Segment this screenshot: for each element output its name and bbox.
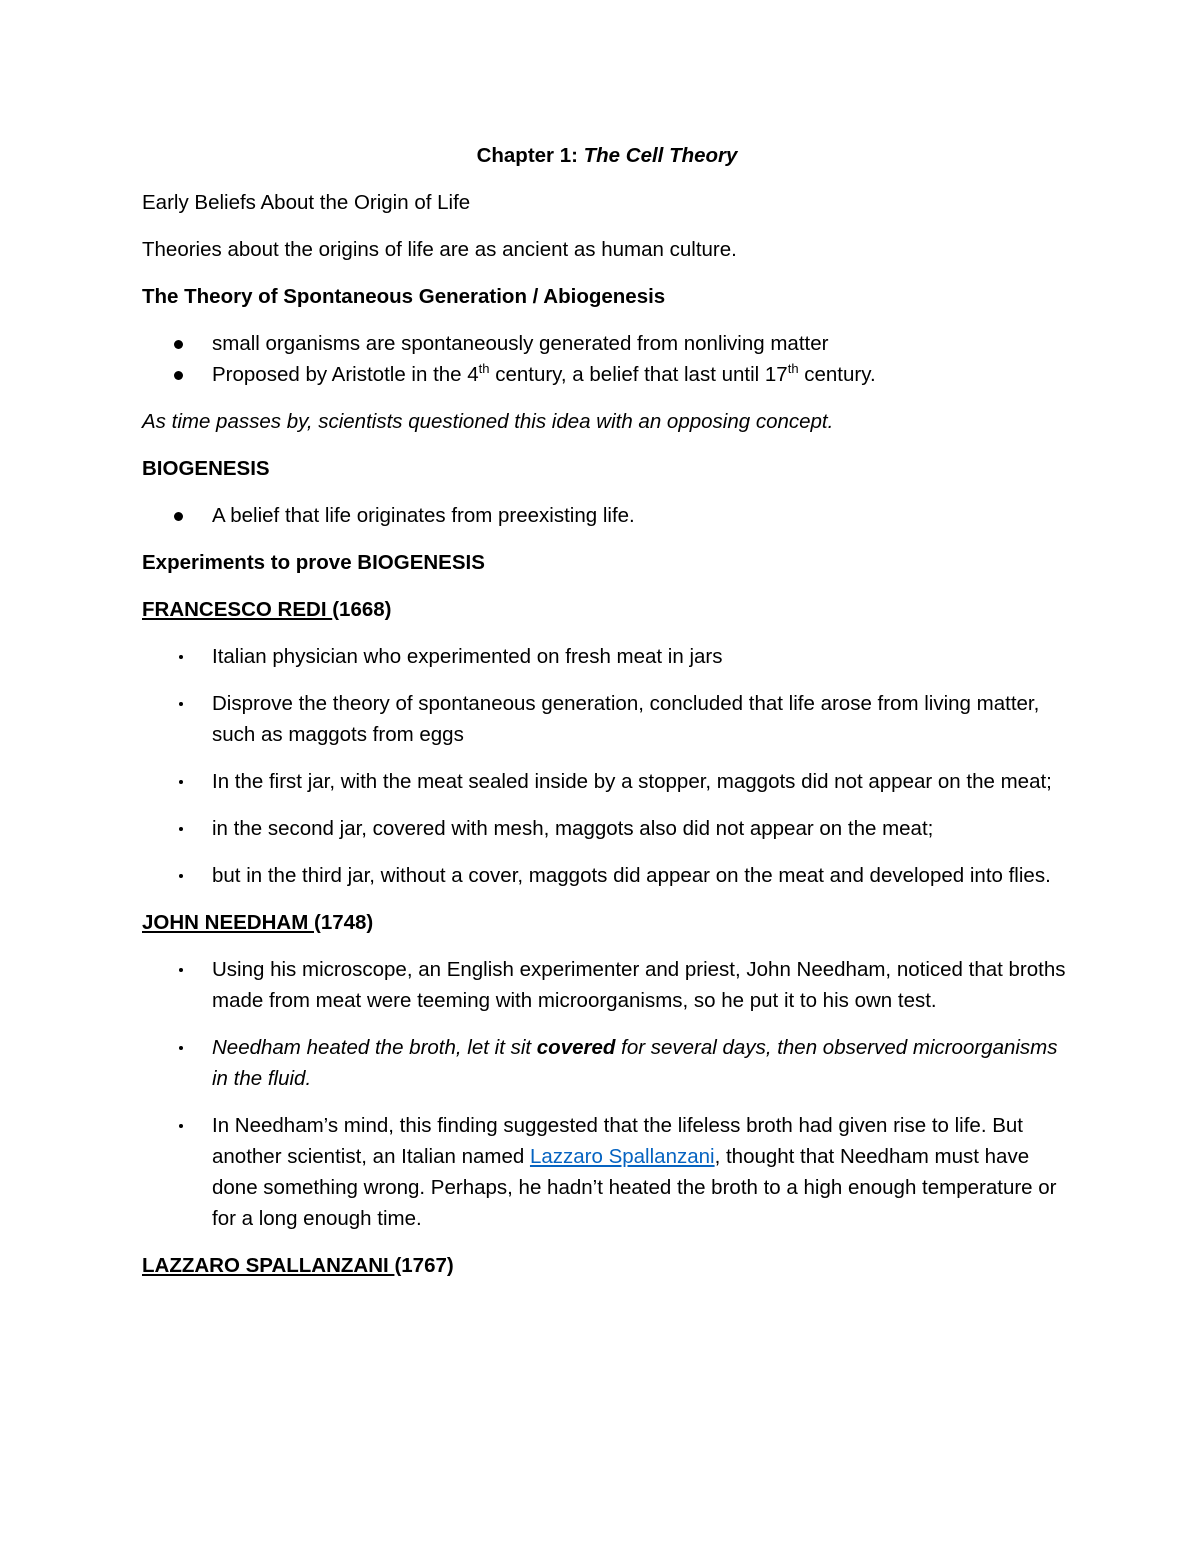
emphasis-covered: covered <box>536 1036 616 1059</box>
biogenesis-heading: BIOGENESIS <box>142 457 270 480</box>
list-item <box>142 328 1072 359</box>
bullet-icon <box>179 655 183 659</box>
redi-heading <box>142 594 1072 625</box>
bullet-icon <box>179 968 183 972</box>
redi-year: (1668) <box>332 598 392 621</box>
list-item <box>142 1110 1072 1234</box>
intro-paragraph: Theories about the origins of life are as ancient as human culture. <box>142 238 737 261</box>
spallanzani-name: LAZZARO SPALLANZANI <box>142 1254 395 1277</box>
bullet-icon <box>179 827 183 831</box>
list-item <box>142 813 1072 844</box>
list-item-text-c: century. <box>798 363 876 386</box>
redi-list <box>142 641 1072 891</box>
list-item-text: Using his microscope, an English experimenter and priest, John Needham, noticed that broths made from meat were teeming with microorganisms, so he put it to his own test. <box>212 958 1066 1012</box>
experiments-heading: Experiments to prove BIOGENESIS <box>142 551 485 574</box>
list-item <box>142 766 1072 797</box>
list-item <box>142 641 1072 672</box>
list-item-text-a: Proposed by Aristotle in the 4 <box>212 363 479 386</box>
list-item-text-b: for several days, then observed microorganisms in the fluid. <box>212 1036 1058 1090</box>
title-prefix: Chapter 1: <box>476 144 584 167</box>
list-item-text: A belief that life originates from preexisting life. <box>212 504 635 527</box>
needham-list <box>142 954 1072 1234</box>
document-page <box>142 140 1072 1297</box>
section-early-beliefs: Early Beliefs About the Origin of Life <box>142 191 471 214</box>
redi-name: FRANCESCO REDI <box>142 598 333 621</box>
bullet-icon <box>174 512 183 521</box>
bullet-icon <box>179 1124 183 1128</box>
list-item-text: small organisms are spontaneously generated from nonliving matter <box>212 332 829 355</box>
page-title <box>142 140 1072 171</box>
needham-year: (1748) <box>314 911 374 934</box>
biogenesis-list <box>142 500 1072 531</box>
needham-heading <box>142 907 1072 938</box>
abiogenesis-list <box>142 328 1072 390</box>
title-italic: The Cell Theory <box>583 144 738 167</box>
superscript: th <box>787 361 799 377</box>
list-item <box>142 500 1072 531</box>
spallanzani-heading <box>142 1250 1072 1281</box>
list-item <box>142 1032 1072 1094</box>
bullet-icon <box>179 780 183 784</box>
bullet-icon <box>179 874 183 878</box>
list-item-text: but in the third jar, without a cover, maggots did appear on the meat and developed into flies. <box>212 864 1051 887</box>
superscript: th <box>478 361 490 377</box>
transition-paragraph: As time passes by, scientists questioned this idea with an opposing concept. <box>142 410 834 433</box>
needham-name: JOHN NEEDHAM <box>142 911 314 934</box>
list-item-text: Disprove the theory of spontaneous generation, concluded that life arose from living matter, such as maggots from eggs <box>212 692 1040 746</box>
list-item <box>142 359 1072 390</box>
list-item-text: In the first jar, with the meat sealed inside by a stopper, maggots did not appear on the meat; <box>212 770 1052 793</box>
spallanzani-year: (1767) <box>394 1254 454 1277</box>
bullet-icon <box>179 1046 183 1050</box>
list-item-text-b: century, a belief that last until 17 <box>489 363 788 386</box>
list-item-text-b: , thought that Needham must have done something wrong. Perhaps, he hadn’t heated the broth to a high enough temperature or for a long enough time. <box>212 1145 1057 1230</box>
spallanzani-link[interactable]: Lazzaro Spallanzani <box>529 1145 715 1168</box>
bullet-icon <box>174 371 183 380</box>
list-item-text: Italian physician who experimented on fresh meat in jars <box>212 645 723 668</box>
list-item <box>142 954 1072 1016</box>
list-item <box>142 688 1072 750</box>
bullet-icon <box>174 340 183 349</box>
list-item-text-a: In Needham’s mind, this finding suggested that the lifeless broth had given rise to life. But another scientist, an Italian named <box>212 1114 1023 1168</box>
list-item <box>142 860 1072 891</box>
list-item-text: in the second jar, covered with mesh, maggots also did not appear on the meat; <box>212 817 934 840</box>
abiogenesis-heading: The Theory of Spontaneous Generation / Abiogenesis <box>142 285 666 308</box>
list-item-text-a: Needham heated the broth, let it sit <box>212 1036 537 1059</box>
bullet-icon <box>179 702 183 706</box>
